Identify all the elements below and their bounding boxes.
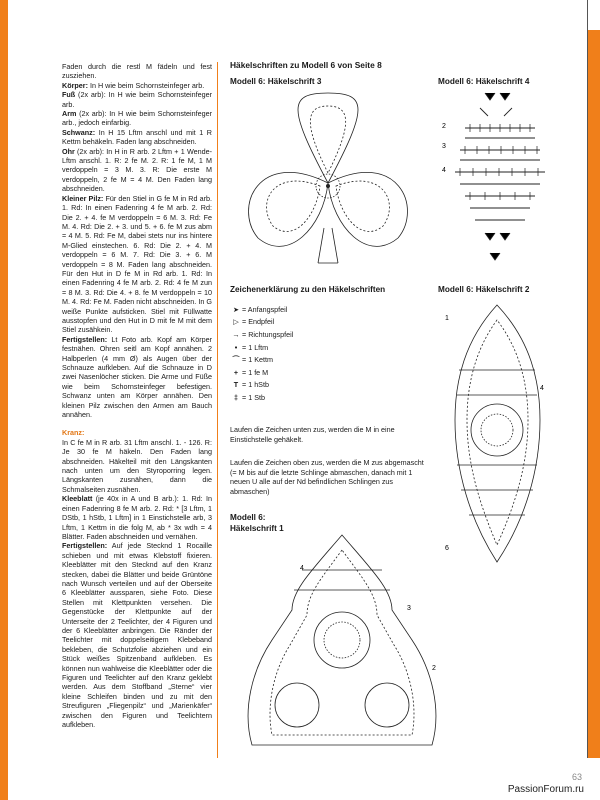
arrow-direction-icon: → — [232, 329, 240, 339]
crochet-chart-2 — [445, 300, 550, 570]
svg-text:4: 4 — [540, 385, 544, 392]
svg-text:4: 4 — [300, 565, 304, 572]
legend-item: ▷ = Endpfeil — [230, 316, 420, 329]
paragraph: Fertigstellen: Lt Foto arb. Kopf am Körper festnähen. Ohren seitl am Kopf annähen. 2 Halbperlen (4 mm Ø) als Augen über der Schnauze aufkleben. Auf die Schnauze in D zwei Nasenlöcher sticken. Die Arme und Füße wie beim Schornsteinfeger befestigen. Schwanz unten am Körper annähen. Den kleinen Pilz zwischen den Armen am Bauch annähen. — [62, 334, 212, 420]
left-accent-bar — [0, 0, 8, 800]
double-crochet-icon: ‡ — [234, 392, 238, 402]
legend-item: + = 1 fe M — [230, 366, 420, 379]
section-title-kranz: Kranz: — [62, 428, 85, 438]
paragraph: Faden durch die restl M fädeln und fest zusziehen. — [62, 62, 212, 81]
legend-item: T = 1 hStb — [230, 379, 420, 392]
legend-title: Zeichenerklärung zu den Häkelschriften — [230, 285, 386, 294]
svg-text:3: 3 — [407, 605, 411, 612]
paragraph: Körper: In H wie beim Schornsteinfeger arb. — [62, 80, 205, 90]
crochet-chart-3 — [228, 88, 428, 278]
paragraph: Fuß (2x arb): In H wie beim Schornsteinfeger arb. — [62, 90, 212, 109]
paragraph: Arm (2x arb): In H wie beim Schornsteinfeger arb., jedoch einfarbig. — [62, 109, 212, 128]
half-double-icon: T — [233, 380, 239, 390]
svg-text:6: 6 — [445, 545, 449, 552]
svg-text:2: 2 — [432, 665, 436, 672]
legend-item: • = 1 Lftm — [230, 341, 420, 354]
right-accent-bar — [588, 30, 600, 758]
legend-item: → = Richtungspfeil — [230, 328, 420, 341]
paragraph: Fertigstellen: Auf jede Stecknd 1 Rocaille schieben und mit etwas Klebstoff fixieren. Kleeblätter mit den Stecknd auf den Kranz stecken, dabei die Blätter und beide Grüntöne nach Wunsch verteilen und auf der Oberseite 6 Kleeblätter aussparen, siehe Foto. Diese Stellen mit Klettpunkten versehen. Die Gegenstücke der Klettpunkte auf der Unterseite der 2 Teelichter, der 4 Figuren und der 6 Kleeblätter anbringen. Die Ränder der Teelichter mit doppelseitigem Klebeband bekleben, die Schutzfolie abziehen und ein Stück weißes Spitzenband aufkleben. Es können nun wahlweise die Kleeblätter oder die Figuren und Teelichter auf den Kranz geklebt werden. Aus dem Stoffband „Sterne“ vier kleine Schleifen binden und zu mit den Streufiguren „Fliegenpilz“ und „Marienkäfer“ zwischen den Figuren und Teelichtern aufkleben. — [62, 541, 212, 730]
slip-stitch-icon: ⌒ — [232, 354, 240, 364]
svg-text:2: 2 — [442, 123, 446, 130]
paragraph: In C fe M in R arb. 31 Lftm anschl. 1. - 126. R: Je 30 fe M häkeln. Den Faden lang abschneiden. Häkelteil mit den Längskanten nach unten um den Styroporring legen. Längskanten zusnähen, dann die Schmalseiten zusnähen. — [62, 437, 212, 494]
charts-main-title: Häkelschriften zu Modell 6 von Seite 8 — [230, 60, 382, 70]
page-number: 63 — [571, 772, 582, 782]
chart2-title: Modell 6: Häkelschrift 2 — [438, 285, 530, 294]
single-crochet-icon: + — [233, 367, 239, 377]
note-together-bottom: Laufen die Zeichen unten zus, werden die M in eine Einstichstelle gehäkelt. — [230, 425, 395, 444]
note-together-top: Laufen die Zeichen oben zus, werden die M zus abgemascht (= M bis auf die letzte Schlinge abmaschen, danach mit 1 neuen U alle auf der Nd befindlichen Schlingen zus abmaschen) — [230, 458, 424, 496]
legend-item: ‡ = 1 Stb — [230, 391, 420, 404]
column-divider — [217, 62, 218, 758]
instructions-column — [62, 62, 212, 729]
legend — [230, 303, 420, 404]
crochet-chart-1 — [232, 530, 452, 755]
chain-stitch-icon: • — [234, 342, 238, 352]
paragraph: Kleeblatt (je 40x in A und B arb.): 1. Rd: In einen Fadenring 8 fe M arb. 2. Rd: * [3 Lftm, 1 DStb, 1 hStb, 1 Lftm] in 1 Einstichstelle arb, 3 Lftm, 1 Kettm in die folg M, ab * 3x wdh = 4 Blätter. Faden abschneiden und vernähen. — [62, 494, 212, 541]
paragraph: Ohr (2x arb): In H in R arb. 2 Lftm + 1 Wende-Lftm anschl. 1. R: 2 fe M. 2. R: 1 fe M, 1 M verdoppeln = 3 M. 3. R: Die erste M verdoppeln, 2 fe M = 4 M. Den Faden lang abschneiden. — [62, 146, 212, 194]
paragraph: Kleiner Pilz: Für den Stiel in G fe M in Rd arb. 1. Rd: In einen Fadenring 4 fe M arb. 2. Rd: Die 2. + 4. fe M verdoppeln = 6 M. 3. Rd: Fe M. 4. Rd: Die 2. + 3. und 5. + 6. fe M zus abm = 4 M. 5. Rd: Fe M, dabei stets nur ins hintere M-Glied einstechen. 6. Rd: Die 2. + 4. M verdoppeln = 6 M. 7. Rd: Die 3. + 6. M verdoppeln = 8 M. Faden lang abschneiden. Für den Hut in D fe M in Rd arb. 1. Rd: In einen Fadenring 4 fe M arb. 2. Rd: 4 fe M zun = 8 M. 3. Rd: Die 4. + 8. fe M verdoppeln = 10 M. 4. Rd: Fe M. Faden nicht abschneiden. In G weiße Punkte aufsticken. Stiel mit Füllwatte ausstopfen und den Hut in D mit fe M mit dem Stiel zusähkein. — [62, 193, 213, 335]
right-rule — [587, 0, 588, 758]
svg-text:1: 1 — [445, 315, 449, 322]
chart4-title: Modell 6: Häkelschrift 4 — [438, 77, 530, 86]
legend-item: ⌒ = 1 Kettm — [230, 353, 420, 366]
paragraph: Schwanz: In H 15 Lftm anschl und mit 1 R Kettm behäkeln. Faden lang abschneiden. — [62, 127, 212, 147]
svg-text:3: 3 — [442, 143, 446, 150]
arrow-start-icon: ➤ — [232, 304, 240, 314]
watermark-footer: PassionForum.ru — [507, 784, 584, 795]
arrow-end-icon: ▷ — [233, 317, 239, 327]
legend-item: ➤ = Anfangspfeil — [230, 303, 420, 316]
chart3-title: Modell 6: Häkelschrift 3 — [230, 77, 322, 86]
chart1-title-line2: Häkelschrift 1 — [230, 524, 284, 533]
chart1-title-line1: Modell 6: — [230, 513, 266, 522]
svg-text:4: 4 — [442, 167, 446, 174]
crochet-chart-4 — [440, 88, 550, 278]
